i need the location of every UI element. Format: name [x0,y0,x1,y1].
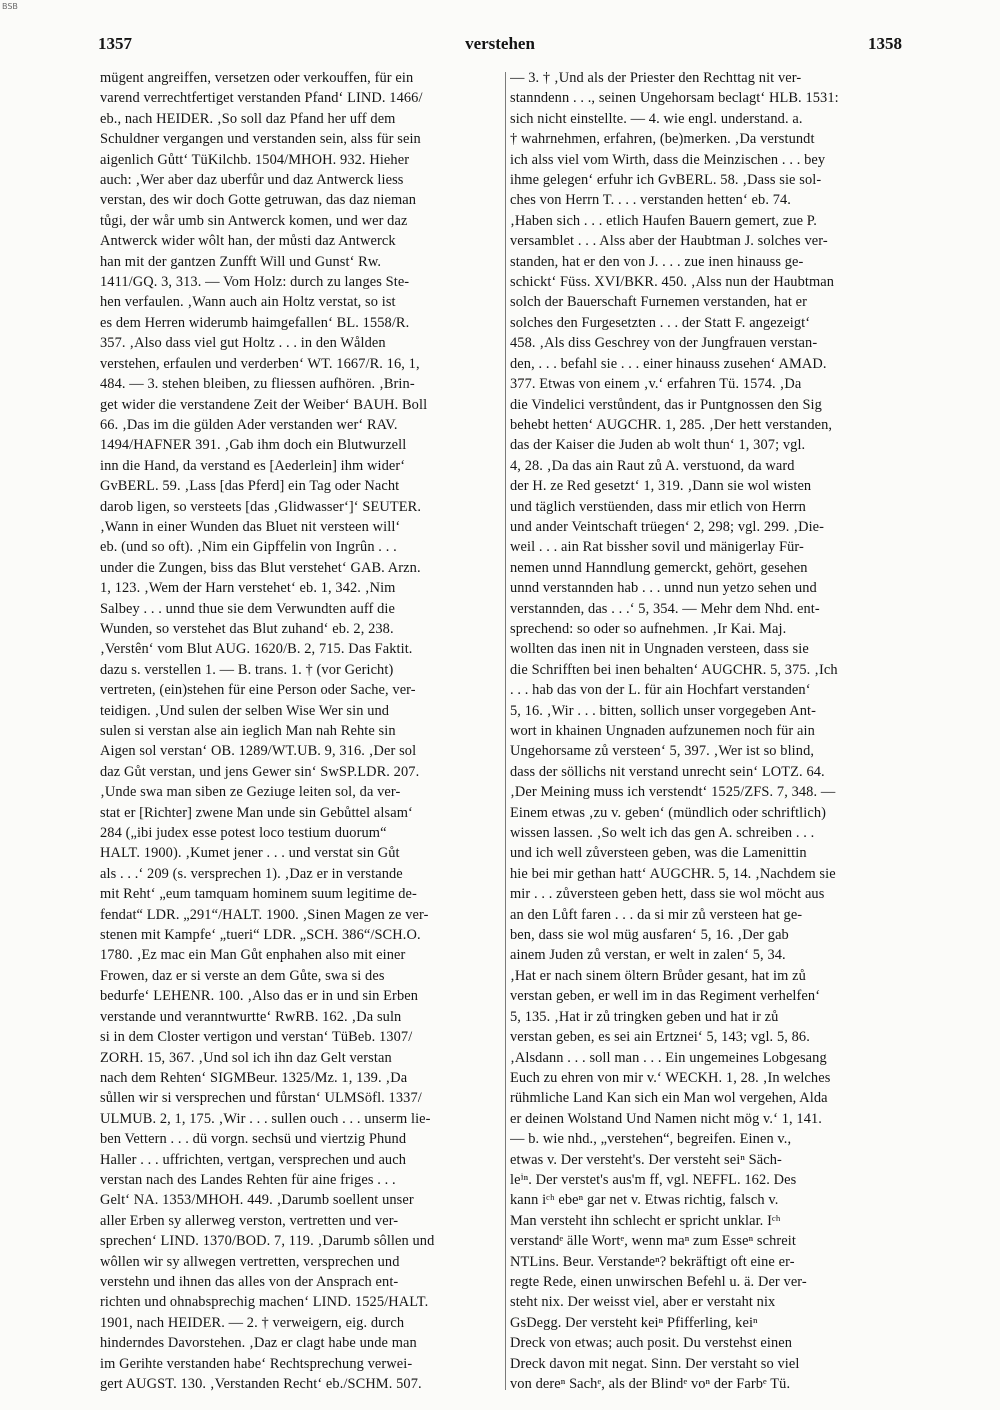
text-line: ‚Haben sich . . . etlich Haufen Bauern gemert, zue P. [510,212,817,229]
text-line: † wahrnehmen, erfahren, (be)merken. ‚Da verstundt [510,131,815,148]
text-line: get wider die verstandene Zeit der Weiber‘ BAUH. Boll [100,396,428,413]
text-line: leⁱⁿ. Der verstet's aus'm ff, vgl. NEFFL. 162. Des [510,1171,797,1188]
text-line: ULMUB. 2, 1, 175. ‚Wir . . . sullen ouch . . . unserm lie- [100,1110,431,1127]
text-line: verstan, des wir doch Gotte getruwan, das daz nieman [100,192,417,209]
left-text-column [100,68,500,1393]
text-line: wollten das inen nit in Ungnaden versteen, dass sie [510,641,809,658]
text-line: auch: ‚Wer aber daz uberfůr und daz Antwerck liess [100,172,404,189]
text-line: stenen mit Kampfe‘ „tueri“ LDR. „SCH. 386“/SCH.O. [100,927,421,944]
text-line: ‚Unde swa man siben ze Geziuge leiten sol, da ver- [100,784,401,801]
text-line: 5, 16. ‚Wir . . . bitten, sollich unser vorgegeben Ant- [510,702,817,719]
text-line: wort in khainen Ungnaden aufzunemen noch für ain [510,723,815,739]
text-line: si in dem Closter vertigon und verstan‘ TüBeb. 1307/ [100,1029,413,1046]
text-line: Dreck davon mit negat. Sinn. Der verstaht so viel [510,1355,800,1372]
text-line: han mit der gantzen Zunfft Will und Gunst‘ Rw. [100,253,382,270]
text-line: 1780. ‚Ez mac ein Man Gůt enphahen also mit einer [100,947,406,964]
text-line: — b. wie nhd., „verstehen“, begreifen. Einen v., [510,1131,792,1148]
text-line: Gelt‘ NA. 1353/MHOH. 449. ‚Darumb soellent unser [100,1192,414,1209]
text-line: steht nix. Der weisst viel, aber er verstaht nix [510,1294,776,1311]
text-line: der H. ze Red gesetzt‘ 1, 319. ‚Dann sie wol wisten [510,478,812,495]
text-line: varend verrechtfertiget verstanden Pfand‘ LIND. 1466/ [100,90,423,107]
text-line: stanndenn . . ., seinen Ungehorsam beclagt‘ HLB. 1531: [510,90,839,107]
text-line: es dem Herren widerumb haimgefallen‘ BL. 1558/R. [100,314,410,331]
text-line: nemen unnd Hanndlung gemerckt, gehört, gesehen [510,559,808,576]
text-line: vertreten, (ein)stehen für eine Person oder Sache, ver- [100,682,416,699]
text-line: daz Gůt verstan, und jens Gewer sin‘ SwSP.LDR. 207. [100,763,420,780]
text-line: regte Rede, einen unwirschen Befehl u. ä. Der ver- [510,1273,807,1290]
text-line: dass der söllichs nit verstand unrecht sein‘ LOTZ. 64. [510,763,825,780]
library-watermark: BSB [2,2,18,11]
text-line: im Gerihte verstanden habe‘ Rechtsprechung verwei- [100,1355,413,1372]
text-line: das der Kaiser die Juden ab wolt thun‘ 1, 307; vgl. [510,437,806,454]
text-line: verstehn und ihnen das alles von der Ansprach ent- [100,1273,399,1290]
text-line: verstannden, das . . .‘ 5, 354. — Mehr dem Nhd. ent- [510,600,820,617]
text-line: hinderndes Davorstehen. ‚Daz er clagt habe unde man [100,1335,417,1352]
text-line: sich nicht einstellte. — 4. wie engl. understand. a. [510,110,803,127]
text-line: mügent angreiffen, versetzen oder verkouffen, für ein [100,70,414,86]
text-line: schickt‘ Füss. XVI/BKR. 450. ‚Alss nun der Haubtman [510,274,835,291]
text-line: 284 („ibi judex esse potest loco testium duorum“ [100,825,387,842]
text-line: ben, dass sie wol müg ausfaren‘ 5, 16. ‚Der gab [510,927,789,944]
text-line: verstan nach des Landes Rehten für aine friges . . . [100,1171,396,1188]
text-line: HALT. 1900). ‚Kumet jener . . . und verstat sin Gůt [100,845,400,862]
text-line: 1411/GQ. 3, 313. — Vom Holz: durch zu langes Ste- [100,274,410,291]
text-line: mir . . . zůversteen geben hett, dass sie wol möcht aus [510,886,825,903]
text-line: verstande und veranntwurtte‘ RwRB. 162. ‚Da suln [100,1008,402,1025]
text-line: wôllen wir sy allwegen vertretten, versprechen und [100,1253,400,1270]
text-line: — 3. † ‚Und als der Priester den Rechttag nit ver- [510,70,802,86]
text-line: 357. ‚Also dass viel gut Holtz . . . in den Wålden [100,335,386,352]
text-line: hie bei mir gethan hatt‘ AUGCHR. 5, 14. ‚Nachdem sie [510,865,836,882]
text-line: solches den Furgesetzten . . . der Statt F. angezeigt‘ [510,314,811,331]
text-line: ZORH. 15, 367. ‚Und sol ich ihn daz Gelt verstan [100,1049,392,1066]
text-line: GvBERL. 59. ‚Lass [das Pferd] ein Tag oder Nacht [100,478,400,495]
text-line: 458. ‚Als diss Geschrey von der Jungfrauen verstan- [510,335,818,352]
text-line: gert AUGST. 130. ‚Verstanden Recht‘ eb./SCHM. 507. [100,1376,422,1392]
text-line: er deinen Wolstand Und Namen nicht mög v.‘ 1, 141. [510,1110,822,1127]
text-line: Dreck von etwas; auch posit. Du verstehst einen [510,1335,793,1352]
text-line: nach dem Rehten‘ SIGMBeur. 1325/Mz. 1, 139. ‚Da [100,1069,408,1086]
text-line: kann iᶜʰ ebeⁿ gar net v. Etwas richtig, falsch v. [510,1192,779,1209]
text-line: verstehen, erfaulen und verderben‘ WT. 1667/R. 16, 1, [100,355,420,372]
text-line: an den Lůft faren . . . da si mir zů versteen hat ge- [510,906,803,923]
text-line: ich alss viel vom Wirth, dass die Meinzischen . . . bey [510,151,826,168]
text-line: unnd verstannden hab . . . unnd nun yetzo sehen und [510,580,817,597]
text-line: NTLins. Beur. Verstandeⁿ? bekräftigt oft eine er- [510,1253,795,1270]
text-line: 484. — 3. stehen bleiben, zu fliessen aufhören. ‚Brin- [100,376,415,393]
text-line: Einem etwas ‚zu v. geben‘ (mündlich oder schriftlich) [510,804,827,821]
column-divider [505,72,506,1390]
text-line: ‚Der Meining muss ich verstendt‘ 1525/ZFS. 7, 348. — [510,784,836,801]
text-line: verstandᵉ älle Wortᵉ, wenn maⁿ zum Esseⁿ schreit [510,1233,796,1250]
text-line: sůllen wir si versprechen und fůrstan‘ ULMSöfl. 1337/ [100,1090,422,1107]
text-line: ihme gelegen‘ erfuhr ich GvBERL. 58. ‚Dass sie sol- [510,172,822,189]
text-line: Schuldner vergangen und verstanden sein, alss für sein [100,131,421,148]
text-line: Frowen, daz er si verste an dem Gůte, swa si des [100,967,385,984]
text-line: und täglich verstüenden, dass mir etlich von Herrn [510,498,806,515]
text-line: eb., nach HEIDER. ‚So soll daz Pfand her uff dem [100,110,396,127]
text-line: Haller . . . uffrichten, vertgan, versprechen und auch [100,1151,407,1168]
text-line: sprechend: so oder so aufnehmen. ‚Ir Kai. Maj. [510,620,787,637]
text-line: solch der Bauerschaft Furnemen verstanden, hat er [510,294,807,311]
text-line: Man versteht ihn schlecht er spricht unklar. Iᶜʰ [510,1212,781,1229]
text-line: 1494/HAFNER 391. ‚Gab ihm doch ein Blutwurzell [100,437,407,454]
text-line: sulen si verstan alse ain ieglich Man nah Rehte sin [100,723,396,739]
text-line: den, . . . befahl sie . . . einer hinauss zusehen‘ AMAD. [510,355,827,372]
text-line: ches von Herrn T. . . . verstanden hetten‘ eb. 74. [510,192,791,209]
text-line: ainem Juden zů verstan, er welt in zalen‘ 5, 34. [510,947,786,964]
text-line: standen, hat er den von J. . . . zue inen hinauss ge- [510,253,804,270]
text-line: GsDegg. Der versteht keiⁿ Pfifferling, keiⁿ [510,1314,758,1331]
text-line: richten und ohnabsprechig machen‘ LIND. 1525/HALT. [100,1294,429,1311]
text-line: 5, 135. ‚Hat ir zů tringken geben und hat ir zů [510,1008,779,1025]
text-line: ‚Hat er nach sinem öltern Brůder gesant, hat im zů [510,967,806,984]
text-line: als . . .‘ 209 (s. versprechen 1). ‚Daz er in verstande [100,865,403,882]
text-line: wissen lassen. ‚So welt ich das gen A. schreiben . . . [510,825,815,842]
text-line: under die Zungen, biss das Blut verstehet‘ GAB. Arzn. [100,559,421,576]
text-line: ben Vettern . . . dü vorgn. sechsü und viertzig Phund [100,1131,407,1148]
page-number-right: 1358 [868,34,902,53]
text-line: darob ligen, so versteets [das ‚Glidwasser‘]‘ SEUTER. [100,498,422,515]
text-line: aller Erben sy allerweg verston, vertretten und ver- [100,1212,399,1229]
right-text-column [510,68,910,1393]
text-line: stat er [Richter] zwene Man unde sin Gebůttel alsam‘ [100,804,413,821]
text-line: von dereⁿ Sachᵉ, als der Blindᵉ voⁿ der Farbᵉ Tü. [510,1376,791,1392]
text-line: inn die Hand, da verstand es [Aederlein] ihm wider‘ [100,457,406,474]
text-line: verstan geben, es sei ain Ertznei‘ 5, 143; vgl. 5, 86. [510,1029,810,1046]
text-line: Salbey . . . unnd thue sie dem Verwundten auff die [100,600,396,617]
text-line: und ander Veintschaft trüegen‘ 2, 298; vgl. 299. ‚Die- [510,518,825,535]
text-line: Euch zu ehren von mir v.‘ WECKH. 1, 28. ‚In welches [510,1069,831,1086]
page-number-left: 1357 [98,34,132,53]
text-line: aigenlich Gůtt‘ TüKilchb. 1504/MHOH. 932. Hieher [100,151,410,168]
text-line: und ich well zůversteen geben, was die Lamenittin [510,845,807,862]
text-line: eb. (und so oft). ‚Nim ein Gipffelin von Ingrûn . . . [100,539,397,556]
text-line: 4, 28. ‚Da das ain Raut zů A. verstuond, da ward [510,457,795,474]
text-line: ‚Verstên‘ vom Blut AUG. 1620/B. 2, 715. Das Faktit. [100,641,413,658]
text-line: weil . . . ain Rat bissher sovil und mänigerlay Für- [510,539,804,556]
text-line: verstan geben, er well im in das Regiment verhelfen‘ [510,988,821,1005]
text-line: tůgi, der wår umb sin Antwerck komen, und wer daz [100,212,408,229]
text-line: behebt hetten‘ AUGCHR. 1, 285. ‚Der hett verstanden, [510,416,833,433]
text-line: 1, 123. ‚Wem der Harn verstehet‘ eb. 1, 342. ‚Nim [100,580,396,597]
text-line: Aigen sol verstan‘ OB. 1289/WT.UB. 9, 316. ‚Der sol [100,743,417,760]
text-line: versamblet . . . Alss aber der Haubtman J. solches ver- [510,233,828,250]
text-line: Antwerck wider wôlt han, der můsti daz Antwerck [100,233,396,250]
text-line: sprechen‘ LIND. 1370/BOD. 7, 119. ‚Darumb sôllen und [100,1233,435,1250]
text-line: hen verfaulen. ‚Wann auch ain Holtz verstat, so ist [100,294,396,311]
text-line: ‚Wann in einer Wunden das Bluet nit versteen will‘ [100,518,401,535]
text-line: etwas v. Der versteht's. Der versteht seiⁿ Säch- [510,1151,782,1168]
text-line: bedurfe‘ LEHENR. 100. ‚Also das er in und sin Erben [100,988,419,1005]
text-line: die Vindelici verstůndent, das ir Puntgnossen den Sig [510,396,822,413]
text-line: fendat“ LDR. „291“/HALT. 1900. ‚Sinen Magen ze ver- [100,906,429,923]
text-line: Wunden, so verstehet das Blut zuhand‘ eb. 2, 238. [100,620,394,637]
text-line: rühmliche Land Kan sich ein Man wol vergehen, Alda [510,1090,828,1107]
page-title: verstehen [465,34,535,53]
page-header [98,34,902,58]
text-line: teidigen. ‚Und sulen der selben Wise Wer sin und [100,702,390,719]
text-line: 66. ‚Das im die gülden Ader verstanden wer‘ RAV. [100,416,398,433]
text-line: 377. Etwas von einem ‚v.‘ erfahren Tü. 1574. ‚Da [510,376,802,393]
text-line: ‚Alsdann . . . soll man . . . Ein ungemeines Lobgesang [510,1049,827,1066]
text-line: dazu s. verstellen 1. — B. trans. 1. † (vor Gericht) [100,661,394,678]
text-line: mit Reht‘ „eum tamquam hominem suum legitime de- [100,886,417,903]
text-line: Ungehorsame zů versteen‘ 5, 397. ‚Wer ist so blind, [510,743,815,760]
text-line: 1901, nach HEIDER. — 2. † verweigern, eig. durch [100,1314,405,1331]
text-line: die Schrifften bei inen behalten‘ AUGCHR. 5, 375. ‚Ich [510,661,838,678]
text-line: . . . hab das von der L. für ain Hochfart verstanden‘ [510,682,811,699]
